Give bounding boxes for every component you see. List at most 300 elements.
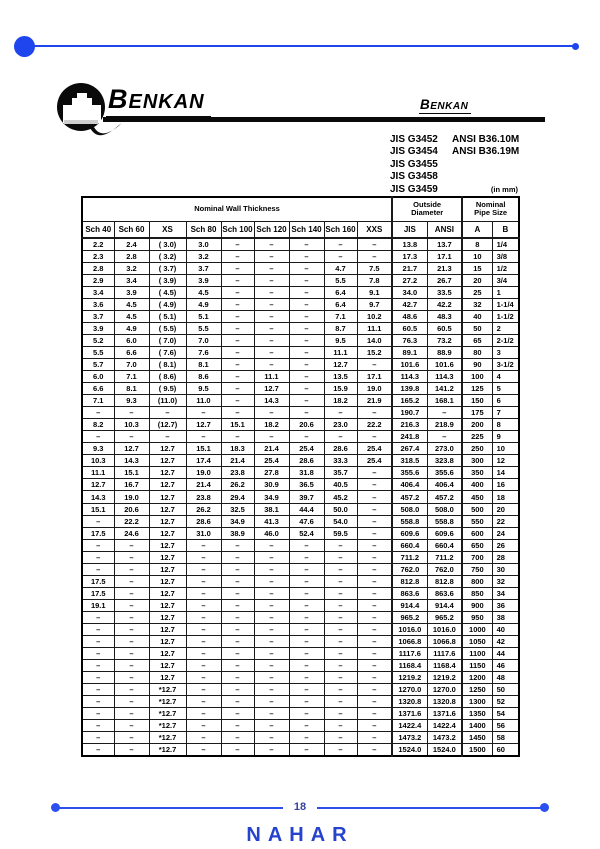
table-cell: 8.7 (324, 322, 357, 334)
table-cell: – (357, 636, 392, 648)
table-cell: 12.7 (149, 455, 186, 467)
pipe-dimensions-table (81, 196, 520, 757)
table-cell: – (289, 648, 324, 660)
table-cell: – (221, 732, 254, 744)
table-cell: – (82, 708, 114, 720)
table-cell: – (114, 587, 149, 599)
table-cell: – (254, 744, 289, 756)
table-cell: 250 (462, 443, 492, 455)
table-cell: 30.9 (254, 479, 289, 491)
table-cell: *12.7 (149, 708, 186, 720)
table-cell: 25.4 (289, 443, 324, 455)
table-cell: 12.7 (149, 611, 186, 623)
table-cell: 24.6 (114, 527, 149, 539)
table-cell: – (186, 744, 221, 756)
table-row (82, 286, 519, 298)
table-cell: 21.7 (392, 262, 427, 274)
table-cell: 863.6 (392, 587, 427, 599)
table-cell: 19.0 (357, 383, 392, 395)
table-row (82, 346, 519, 358)
table-cell: – (114, 563, 149, 575)
table-cell: 36 (492, 599, 519, 611)
table-cell: – (221, 636, 254, 648)
table-cell: 406.4 (392, 479, 427, 491)
table-row (82, 611, 519, 623)
table-cell: – (114, 575, 149, 587)
table-cell: – (289, 358, 324, 370)
table-cell: 21.3 (427, 262, 462, 274)
table-cell: – (254, 611, 289, 623)
table-cell: 28 (492, 551, 519, 563)
table-cell: 20.6 (114, 503, 149, 515)
table-cell: – (221, 575, 254, 587)
table-cell: – (289, 407, 324, 419)
table-cell: – (82, 563, 114, 575)
table-cell: 3.7 (186, 262, 221, 274)
table-cell: 60 (492, 744, 519, 756)
group-header-outside-diameter: Outside Diameter (392, 197, 462, 221)
table-cell: 25.4 (357, 455, 392, 467)
top-divider-line (26, 45, 578, 47)
table-cell: – (82, 611, 114, 623)
column-header-xxs: XXS (357, 221, 392, 238)
table-cell: – (254, 708, 289, 720)
table-cell: 900 (462, 599, 492, 611)
table-cell: – (254, 624, 289, 636)
table-cell: 175 (462, 407, 492, 419)
table-cell: – (357, 720, 392, 732)
unit-note: (in mm) (490, 185, 518, 194)
table-cell: 17.1 (427, 250, 462, 262)
table-cell: – (289, 250, 324, 262)
table-cell: 13.8 (392, 238, 427, 250)
table-cell: 9.3 (82, 443, 114, 455)
table-cell: 80 (462, 346, 492, 358)
ansi-standard: ANSI B36.10M (452, 134, 520, 145)
table-cell: 4.5 (114, 310, 149, 322)
table-cell: – (254, 310, 289, 322)
table-cell: – (289, 334, 324, 346)
table-row (82, 660, 519, 672)
table-cell: 3.4 (114, 274, 149, 286)
table-cell: 23.8 (221, 467, 254, 479)
table-cell: – (357, 587, 392, 599)
table-cell: – (289, 274, 324, 286)
table-cell: – (324, 407, 357, 419)
table-cell: 12.7 (149, 527, 186, 539)
table-cell: 1270.0 (392, 684, 427, 696)
top-right-dot (572, 43, 579, 50)
table-cell: 2.2 (82, 238, 114, 250)
table-cell: 3.2 (186, 250, 221, 262)
table-cell: 38.1 (254, 503, 289, 515)
table-cell: 50.0 (324, 503, 357, 515)
table-cell: 21.4 (221, 455, 254, 467)
table-row (82, 539, 519, 551)
jis-standard: JIS G3452 (390, 134, 438, 145)
column-header-a: A (462, 221, 492, 238)
table-cell: 950 (462, 611, 492, 623)
table-cell: 267.4 (392, 443, 427, 455)
table-cell: – (324, 720, 357, 732)
table-row (82, 322, 519, 334)
brand-wordmark (106, 86, 211, 118)
table-cell: ( 4.9) (149, 298, 186, 310)
table-cell: – (149, 431, 186, 443)
table-cell: 1450 (462, 732, 492, 744)
table-cell: 711.2 (427, 551, 462, 563)
table-row (82, 274, 519, 286)
table-cell: 73.2 (427, 334, 462, 346)
table-cell: 17.3 (392, 250, 427, 262)
table-cell: 101.6 (427, 358, 462, 370)
table-cell: – (82, 624, 114, 636)
table-cell: 1/4 (492, 238, 519, 250)
table-cell: – (82, 696, 114, 708)
table-cell: 1016.0 (427, 624, 462, 636)
table-cell: 300 (462, 455, 492, 467)
table-cell: 42 (492, 636, 519, 648)
table-cell: 88.9 (427, 346, 462, 358)
table-cell: – (221, 286, 254, 298)
table-row (82, 720, 519, 732)
table-cell: 28.6 (324, 443, 357, 455)
table-cell: 12.7 (82, 479, 114, 491)
table-cell: ( 3.2) (149, 250, 186, 262)
table-cell: 50 (492, 684, 519, 696)
table-cell: 19.0 (186, 467, 221, 479)
table-cell: – (289, 660, 324, 672)
table-cell: 12.7 (254, 383, 289, 395)
table-cell: 1320.8 (427, 696, 462, 708)
table-cell: 24 (492, 527, 519, 539)
table-cell: 8 (462, 238, 492, 250)
table-cell: – (427, 407, 462, 419)
table-cell: – (289, 322, 324, 334)
table-cell: 1/2 (492, 262, 519, 274)
table-cell: 800 (462, 575, 492, 587)
table-row (82, 238, 519, 250)
table-cell: 52.4 (289, 527, 324, 539)
table-cell: 5.5 (82, 346, 114, 358)
table-cell: – (254, 250, 289, 262)
table-cell: 4.9 (186, 298, 221, 310)
table-cell: 700 (462, 551, 492, 563)
table-cell: – (324, 431, 357, 443)
standard-row (390, 159, 519, 171)
table-cell: 15.9 (324, 383, 357, 395)
table-cell: – (82, 744, 114, 756)
table-row (82, 455, 519, 467)
table-row (82, 527, 519, 539)
table-cell: 3.0 (186, 238, 221, 250)
table-cell: 14.3 (254, 395, 289, 407)
table-cell: 12.7 (149, 599, 186, 611)
table-cell: 1400 (462, 720, 492, 732)
table-cell: 29.4 (221, 491, 254, 503)
table-cell: 558.8 (427, 515, 462, 527)
table-cell: – (114, 732, 149, 744)
table-cell: 21.4 (186, 479, 221, 491)
table-cell: – (114, 551, 149, 563)
table-cell: – (289, 720, 324, 732)
table-cell: 7.5 (357, 262, 392, 274)
table-cell: 550 (462, 515, 492, 527)
table-cell: – (289, 611, 324, 623)
table-cell: 25.4 (254, 455, 289, 467)
table-cell: 10.3 (114, 419, 149, 431)
table-cell: – (357, 744, 392, 756)
table-cell: 6.4 (324, 298, 357, 310)
table-cell: 15.1 (221, 419, 254, 431)
table-cell: 650 (462, 539, 492, 551)
table-cell: 28.6 (186, 515, 221, 527)
table-cell: 22 (492, 515, 519, 527)
table-cell: – (289, 696, 324, 708)
table-cell: 1371.6 (427, 708, 462, 720)
table-cell: 21.9 (357, 395, 392, 407)
table-cell: 54.0 (324, 515, 357, 527)
table-cell: – (357, 611, 392, 623)
table-cell: 2.9 (82, 274, 114, 286)
table-cell: – (254, 539, 289, 551)
table-cell: 15.1 (186, 443, 221, 455)
table-cell: – (82, 431, 114, 443)
table-cell: 12.7 (186, 419, 221, 431)
table-cell: – (357, 479, 392, 491)
table-cell: 42.2 (427, 298, 462, 310)
table-row (82, 443, 519, 455)
table-cell: 14.0 (357, 334, 392, 346)
table-cell: – (357, 672, 392, 684)
table-cell: – (114, 708, 149, 720)
table-cell: – (357, 238, 392, 250)
table-cell: 8.6 (186, 371, 221, 383)
table-cell: – (221, 696, 254, 708)
table-cell: 355.6 (392, 467, 427, 479)
table-cell: 38.9 (221, 527, 254, 539)
table-cell: 6 (492, 395, 519, 407)
table-cell: – (186, 539, 221, 551)
table-cell: 4 (492, 371, 519, 383)
table-cell: – (289, 238, 324, 250)
table-cell: 1270.0 (427, 684, 462, 696)
table-cell: 48 (492, 672, 519, 684)
table-cell: 60.5 (392, 322, 427, 334)
table-cell: 10.3 (82, 455, 114, 467)
table-cell: 31.0 (186, 527, 221, 539)
table-cell: – (289, 371, 324, 383)
column-header-b: B (492, 221, 519, 238)
table-cell: – (427, 431, 462, 443)
table-cell: 12.7 (149, 467, 186, 479)
column-header-sch60: Sch 60 (114, 221, 149, 238)
table-cell: 141.2 (427, 383, 462, 395)
table-cell: (12.7) (149, 419, 186, 431)
table-cell: 30 (492, 563, 519, 575)
table-cell: 34.0 (392, 286, 427, 298)
table-cell: 1350 (462, 708, 492, 720)
table-row (82, 395, 519, 407)
table-cell: ( 4.5) (149, 286, 186, 298)
table-cell: 28.6 (289, 455, 324, 467)
table-cell: 3.7 (82, 310, 114, 322)
table-cell: – (324, 551, 357, 563)
table-cell: 48.6 (392, 310, 427, 322)
table-cell: ( 3.9) (149, 274, 186, 286)
table-cell: – (254, 648, 289, 660)
table-cell: – (82, 684, 114, 696)
table-cell: 41.3 (254, 515, 289, 527)
table-cell: 1168.4 (427, 660, 462, 672)
table-cell: 1066.8 (427, 636, 462, 648)
table-cell: 660.4 (392, 539, 427, 551)
table-cell: 812.8 (427, 575, 462, 587)
table-cell: – (324, 708, 357, 720)
table-cell: 34.9 (221, 515, 254, 527)
table-cell: 34.9 (254, 491, 289, 503)
table-row (82, 732, 519, 744)
table-cell: 1524.0 (427, 744, 462, 756)
table-cell: 18.2 (324, 395, 357, 407)
table-cell: 3 (492, 346, 519, 358)
table-cell: 3.2 (114, 262, 149, 274)
table-cell: – (221, 648, 254, 660)
table-cell: 23.8 (186, 491, 221, 503)
table-cell: 450 (462, 491, 492, 503)
table-cell: 38 (492, 611, 519, 623)
table-cell: – (357, 539, 392, 551)
table-cell: 16.7 (114, 479, 149, 491)
table-cell: – (357, 515, 392, 527)
table-cell: – (82, 407, 114, 419)
table-row (82, 696, 519, 708)
table-cell: 12.7 (114, 443, 149, 455)
table-cell: 21.4 (254, 443, 289, 455)
table-row (82, 744, 519, 756)
table-cell: 218.9 (427, 419, 462, 431)
table-cell: – (289, 383, 324, 395)
table-cell: 32.5 (221, 503, 254, 515)
table-cell: 200 (462, 419, 492, 431)
table-cell: 914.4 (427, 599, 462, 611)
footer-brand: NAHAR (246, 824, 354, 846)
table-cell: – (289, 551, 324, 563)
table-row (82, 491, 519, 503)
jis-standard: JIS G3455 (390, 158, 438, 170)
table-cell: – (82, 672, 114, 684)
table-cell: – (357, 250, 392, 262)
table-cell: – (221, 358, 254, 370)
table-cell: 7.0 (186, 334, 221, 346)
table-cell: 101.6 (392, 358, 427, 370)
table-cell: 9 (492, 431, 519, 443)
table-cell: – (357, 599, 392, 611)
table-cell: 12.7 (149, 479, 186, 491)
table-cell: – (324, 238, 357, 250)
table-cell: 965.2 (427, 611, 462, 623)
table-cell: 26.2 (221, 479, 254, 491)
table-cell: 18.2 (254, 419, 289, 431)
table-cell: 609.6 (392, 527, 427, 539)
table-cell: 33.3 (324, 455, 357, 467)
table-cell: 1-1/4 (492, 298, 519, 310)
table-cell: – (186, 708, 221, 720)
table-cell: – (82, 636, 114, 648)
table-cell: 225 (462, 431, 492, 443)
table-cell: 12.7 (149, 672, 186, 684)
table-cell: – (221, 563, 254, 575)
group-header-row (82, 197, 519, 221)
column-header-sch120: Sch 120 (254, 221, 289, 238)
table-cell: 406.4 (427, 479, 462, 491)
table-cell: – (186, 660, 221, 672)
table-cell: 7.1 (82, 395, 114, 407)
table-cell: 4.9 (114, 322, 149, 334)
column-header-sch40: Sch 40 (82, 221, 114, 238)
table-cell: – (221, 672, 254, 684)
table-cell: – (114, 624, 149, 636)
table-cell: – (186, 587, 221, 599)
table-cell: 5.5 (324, 274, 357, 286)
table-cell: 1117.6 (427, 648, 462, 660)
table-cell: 25 (462, 286, 492, 298)
table-cell: 850 (462, 587, 492, 599)
table-cell: – (289, 346, 324, 358)
table-cell: – (324, 587, 357, 599)
table-cell: 35.7 (324, 467, 357, 479)
table-cell: – (357, 624, 392, 636)
table-cell: – (324, 672, 357, 684)
table-cell: – (357, 407, 392, 419)
table-cell: – (221, 395, 254, 407)
table-cell: 1066.8 (392, 636, 427, 648)
table-cell: – (324, 250, 357, 262)
table-row (82, 599, 519, 611)
table-cell: – (114, 660, 149, 672)
table-cell: 216.3 (392, 419, 427, 431)
table-cell: – (254, 696, 289, 708)
table-cell: – (186, 732, 221, 744)
table-cell: 1320.8 (392, 696, 427, 708)
brand-small-rest: ENKAN (430, 101, 469, 112)
table-row (82, 551, 519, 563)
table-cell: 11.1 (254, 371, 289, 383)
table-cell: – (324, 684, 357, 696)
table-cell: 89.1 (392, 346, 427, 358)
table-cell: – (254, 732, 289, 744)
table-cell: 1473.2 (427, 732, 462, 744)
table-cell: – (186, 624, 221, 636)
table-cell: 1168.4 (392, 660, 427, 672)
column-header-sch80: Sch 80 (186, 221, 221, 238)
table-row (82, 479, 519, 491)
table-cell: 8 (492, 419, 519, 431)
table-cell: 26 (492, 539, 519, 551)
table-cell: 2.4 (114, 238, 149, 250)
table-cell: 241.8 (392, 431, 427, 443)
table-cell: – (186, 407, 221, 419)
table-cell: 15.1 (114, 467, 149, 479)
table-cell: – (324, 611, 357, 623)
table-row (82, 587, 519, 599)
table-cell: – (186, 672, 221, 684)
table-cell: ( 5.1) (149, 310, 186, 322)
table-cell: – (357, 696, 392, 708)
table-cell: 3/4 (492, 274, 519, 286)
table-cell: 457.2 (427, 491, 462, 503)
table-cell: 125 (462, 383, 492, 395)
